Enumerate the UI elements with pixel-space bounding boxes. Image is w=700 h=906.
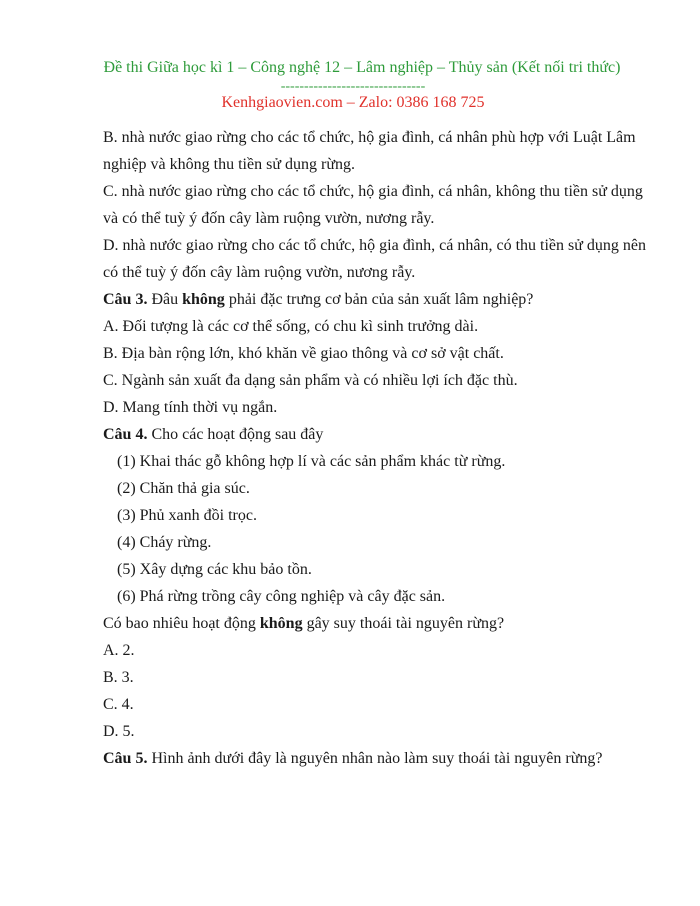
q3-option-a: A. Đối tượng là các cơ thể sống, có chu kì sinh trưởng dài. xyxy=(103,318,479,335)
q3-label: Câu 3. xyxy=(103,291,148,308)
q4-emphasis: không xyxy=(259,615,303,632)
q2-option-d-line1: D. nhà nước giao rừng cho các tổ chức, hộ gia đình, cá nhân, có thu tiền sử dụng nên xyxy=(103,237,646,254)
q4-option-a: A. 2. xyxy=(103,642,135,659)
q4-label: Câu 4. xyxy=(103,426,148,443)
q4-item-5: (5) Xây dựng các khu bảo tồn. xyxy=(117,561,312,578)
q4-item-3: (3) Phủ xanh đồi trọc. xyxy=(117,507,257,524)
q4-item-1: (1) Khai thác gỗ không hợp lí và các sản phẩm khác từ rừng. xyxy=(117,453,506,470)
header-divider: ------------------------------- xyxy=(280,79,426,94)
q3-option-b: B. Địa bàn rộng lớn, khó khăn về giao thông và cơ sở vật chất. xyxy=(103,345,504,362)
q3-option-c: C. Ngành sản xuất đa dạng sản phẩm và có nhiều lợi ích đặc thù. xyxy=(103,372,518,389)
q4-item-4: (4) Cháy rừng. xyxy=(117,534,212,551)
q5-stem: Câu 5. Hình ảnh dưới đây là nguyên nhân nào làm suy thoái tài nguyên rừng? xyxy=(103,750,603,767)
q2-option-c-line1: C. nhà nước giao rừng cho các tổ chức, hộ gia đình, cá nhân, không thu tiền sử dụng xyxy=(103,183,643,200)
header-site: Kenhgiaovien.com – Zalo: 0386 168 725 xyxy=(221,94,485,111)
q5-label: Câu 5. xyxy=(103,750,148,767)
q3-option-d: D. Mang tính thời vụ ngắn. xyxy=(103,399,278,416)
q4-option-b: B. 3. xyxy=(103,669,134,686)
q2-option-d-line2: có thể tuỳ ý đốn cây làm ruộng vườn, nương rẫy. xyxy=(103,264,416,281)
q2-option-b-line1: B. nhà nước giao rừng cho các tổ chức, hộ gia đình, cá nhân phù hợp với Luật Lâm xyxy=(103,129,636,146)
q4-question: Có bao nhiêu hoạt động không gây suy thoái tài nguyên rừng? xyxy=(103,615,505,632)
q3-emphasis: không xyxy=(182,291,225,308)
q3-stem: Câu 3. Đâu không phải đặc trưng cơ bản của sản xuất lâm nghiệp? xyxy=(103,291,534,308)
q4-item-6: (6) Phá rừng trồng cây công nghiệp và cây đặc sản. xyxy=(117,588,446,605)
q2-option-b-line2: nghiệp và không thu tiền sử dụng rừng. xyxy=(103,156,355,173)
q4-item-2: (2) Chăn thả gia súc. xyxy=(117,480,250,497)
q4-option-c: C. 4. xyxy=(103,696,134,713)
q4-option-d: D. 5. xyxy=(103,723,135,740)
header-title: Đề thi Giữa học kì 1 – Công nghệ 12 – Lâm nghiệp – Thủy sản (Kết nối tri thức) xyxy=(103,59,621,76)
q4-stem: Câu 4. Cho các hoạt động sau đây xyxy=(103,426,324,443)
q2-option-c-line2: và có thể tuỳ ý đốn cây làm ruộng vườn, nương rẫy. xyxy=(103,210,435,227)
